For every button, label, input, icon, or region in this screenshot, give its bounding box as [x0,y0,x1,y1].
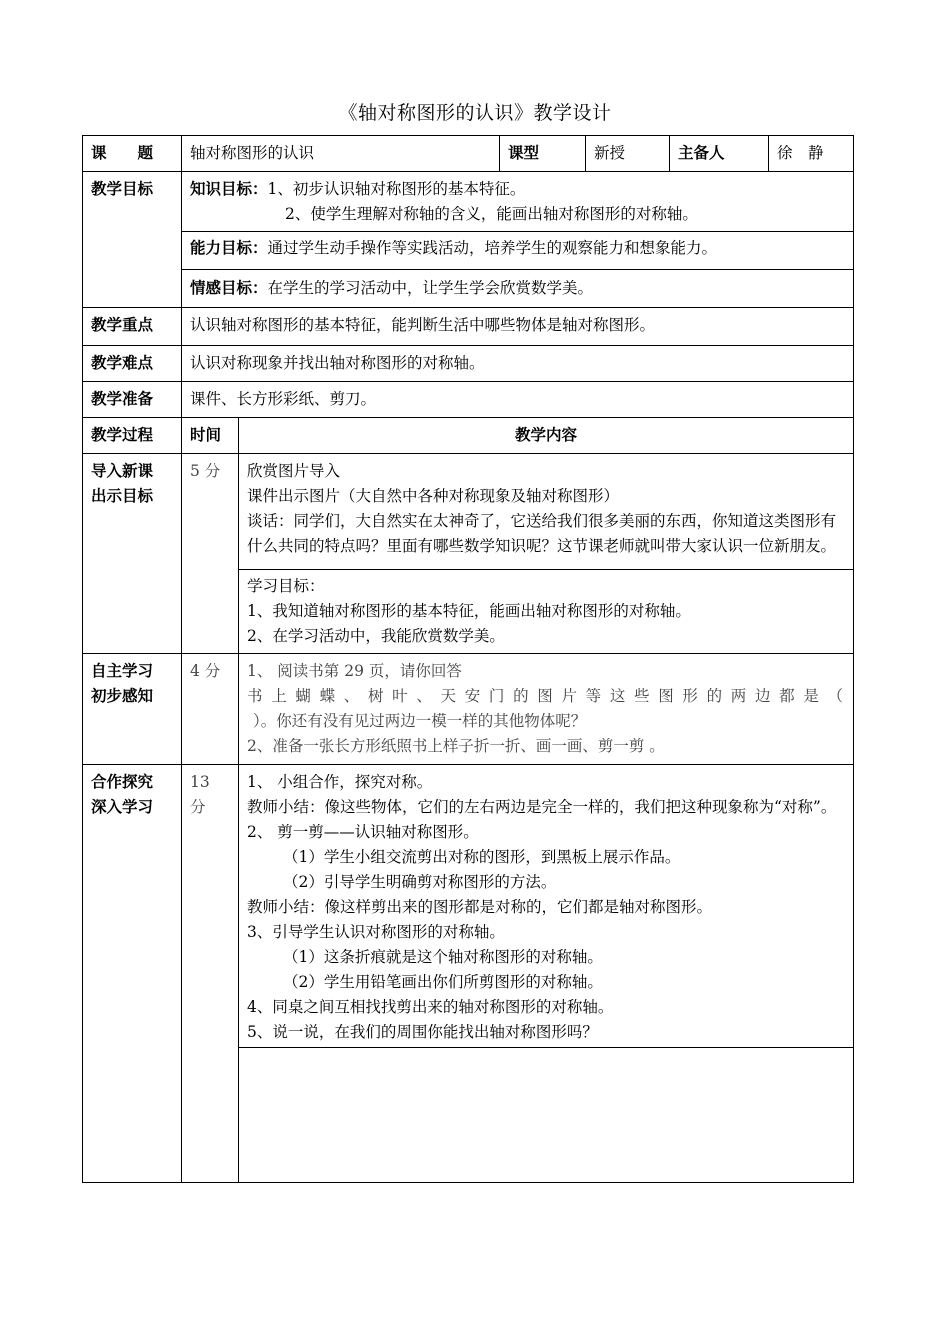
blank-area [239,1047,853,1182]
self-study-line-1: 1、 阅读书第 29 页，请你回答 [247,662,462,680]
key-point-row [83,308,854,346]
key-point-label: 教学重点 [83,308,182,346]
learning-goal-2: 2、在学习活动中，我能欣赏数学美。 [247,627,505,645]
preparation-text: 课件、长方形彩纸、剪刀。 [182,382,854,418]
section-cooperate-time-2: 分 [190,798,206,816]
section-intro-label [83,454,182,654]
cooperate-line-8: （1）这条折痕就是这个轴对称图形的对称轴。 [283,948,603,966]
knowledge-goal-1: 1、初步认识轴对称图形的基本特征。 [267,180,526,198]
ability-goal-label: 能力目标： [190,239,268,257]
topic-value: 轴对称图形的认识 [182,136,500,172]
cooperate-line-3: 2、 剪一剪——认识轴对称图形。 [247,823,479,841]
section-self-study-label [83,654,182,765]
knowledge-goal [190,177,845,202]
self-study-line-2a: 书上蝴蝶、树叶、天安门的图片等这些图形的两边都是（ [247,687,846,705]
cooperate-line-9: （2）学生用铅笔画出你们所剪图形的对称轴。 [283,973,603,991]
difficulty-label: 教学难点 [83,346,182,382]
emotion-goal-text: 在学生的学习活动中，让学生学会欣赏数学美。 [267,279,594,297]
learning-goals-title: 学习目标： [247,577,325,595]
emotion-goal-label: 情感目标： [190,279,268,297]
section-cooperate-label-1: 合作探究 [91,773,154,791]
lesson-plan-table [82,135,854,1183]
section-self-study-content [239,654,854,765]
section-cooperate-content [239,765,854,1183]
self-study-line-3: 2、准备一张长方形纸照书上样子折一折、画一画、剪一剪 。 [247,737,665,755]
preparation-label: 教学准备 [83,382,182,418]
intro-line-3: 谈话：同学们，大自然实在太神奇了，它送给我们很多美丽的东西，你知道这类图形有什么共同的特点吗？里面有哪些数学知识呢？这节课老师就叫带大家认识一位新朋友。 [247,512,837,555]
section-cooperate-row [83,765,854,1183]
section-self-study-row [83,654,854,765]
cooperate-line-4: （1）学生小组交流剪出对称的图形，到黑板上展示作品。 [283,848,681,866]
section-cooperate-label [83,765,182,1183]
ability-goal [182,231,853,265]
author-label: 主备人 [670,136,769,172]
page-title: 《轴对称图形的认识》教学设计 [338,102,612,124]
section-self-study-label-2: 初步感知 [91,687,154,705]
intro-line-2: 课件出示图片（大自然中各种对称现象及轴对称图形） [247,487,620,505]
cooperate-line-5: （2）引导学生明确剪对称图形的方法。 [283,873,557,891]
preparation-row [83,382,854,418]
self-study-line-2b: ）。你还有没有见过两边一模一样的其他物体呢？ [253,712,587,730]
key-point-text: 认识轴对称图形的基本特征，能判断生活中哪些物体是轴对称图形。 [182,308,854,346]
section-intro-label-1: 导入新课 [91,462,154,480]
process-label: 教学过程 [83,418,182,454]
goals-label: 教学目标 [83,172,182,308]
section-cooperate-time-1: 13 [190,773,210,791]
cooperate-line-11: 5、说一说，在我们的周围你能找出轴对称图形吗？ [247,1023,598,1041]
cooperate-line-6: 教师小结：像这样剪出来的图形都是对称的，它们都是轴对称图形。 [247,898,713,916]
intro-line-1: 欣赏图片导入 [247,462,341,480]
section-self-study-time: 4 分 [182,654,239,765]
learning-goals [239,569,853,649]
section-intro-row [83,454,854,654]
goals-content [182,172,854,308]
section-cooperate-label-2: 深入学习 [91,798,154,816]
cooperate-line-2: 教师小结：像这些物体，它们的左右两边是完全一样的，我们把这种现象称为“对称”。 [247,798,837,816]
knowledge-goal-label: 知识目标： [190,180,268,198]
emotion-goal [182,269,853,303]
type-label: 课型 [500,136,586,172]
difficulty-row [83,346,854,382]
goals-row [83,172,854,308]
difficulty-text: 认识对称现象并找出轴对称图形的对称轴。 [182,346,854,382]
section-intro-content [239,454,854,654]
process-header-row [83,418,854,454]
author-value: 徐 静 [769,136,854,172]
topic-label: 课 题 [83,136,182,172]
cooperate-line-1: 1、 小组合作，探究对称。 [247,773,433,791]
section-intro-label-2: 出示目标 [91,487,154,505]
ability-goal-text: 通过学生动手操作等实践活动，培养学生的观察能力和想象能力。 [267,239,718,257]
section-self-study-label-1: 自主学习 [91,662,154,680]
cooperate-line-7: 3、引导学生认识对称图形的对称轴。 [247,923,505,941]
section-cooperate-time [182,765,239,1183]
section-intro-time: 5 分 [182,454,239,654]
knowledge-goal-2: 2、使学生理解对称轴的含义，能画出轴对称图形的对称轴。 [285,205,698,223]
content-label: 教学内容 [239,418,854,454]
type-value: 新授 [586,136,670,172]
learning-goal-1: 1、我知道轴对称图形的基本特征，能画出轴对称图形的对称轴。 [247,602,691,620]
cooperate-line-10: 4、同桌之间互相找找剪出来的轴对称图形的对称轴。 [247,998,614,1016]
header-row [83,136,854,172]
time-label: 时间 [182,418,239,454]
